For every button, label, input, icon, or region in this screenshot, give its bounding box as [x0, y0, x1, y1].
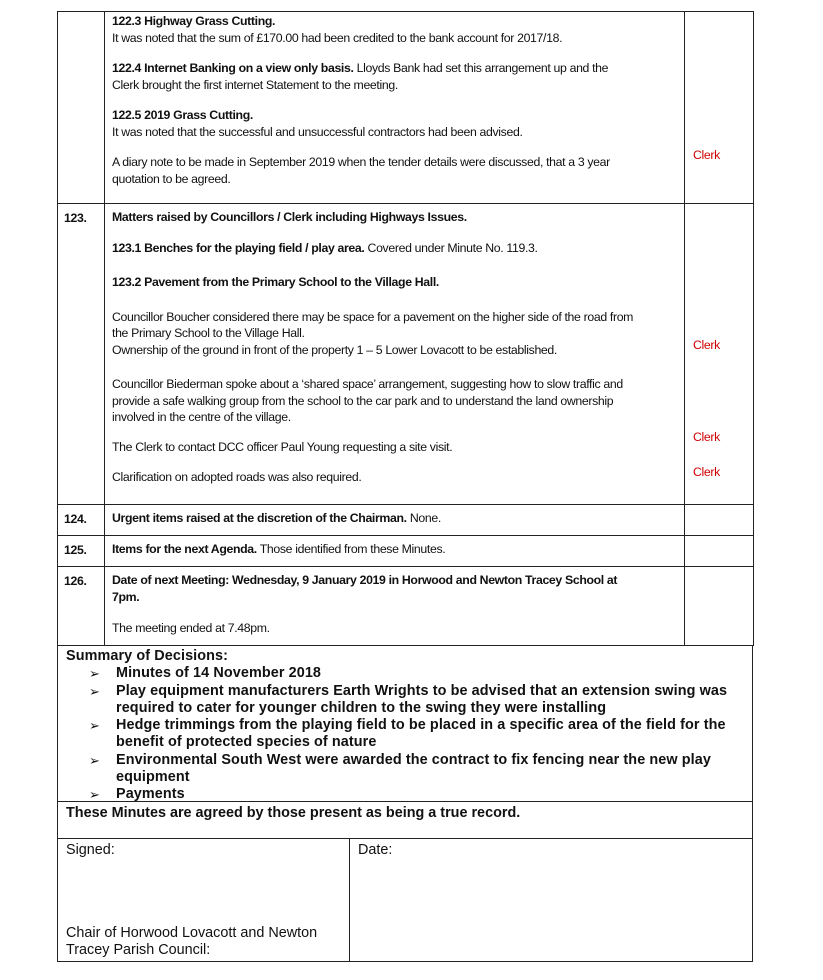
decision-text: Play equipment manufacturers Earth Wrights to be advised that an extension swing was required to cater for younger children to the swing they were installing [116, 682, 728, 716]
summary-of-decisions [57, 645, 753, 803]
minute-number-cell: 123. [58, 204, 105, 505]
item-heading: Items for the next Agenda. [112, 542, 257, 556]
item-heading: Matters raised by Councillors / Clerk including Highways Issues. [112, 210, 467, 224]
item-heading: 7pm. [112, 589, 140, 604]
item-text: quotation to be agreed. [112, 171, 231, 186]
action-owner-label: Clerk [693, 338, 720, 352]
minute-row-124 [58, 505, 754, 536]
decision-text: Minutes of 14 November 2018 [116, 665, 322, 682]
item-text: Clarification on adopted roads was also required. [112, 470, 362, 484]
minute-row-122 [58, 12, 754, 204]
bullet-arrow-icon: ➢ [89, 683, 100, 699]
item-heading: 123.2 Pavement from the Primary School to the Village Hall. [112, 275, 439, 289]
chair-title-line: Chair of Horwood Lovacott and Newton [66, 925, 318, 941]
date-label: Date: [358, 842, 393, 858]
item-text: involved in the centre of the village. [112, 410, 291, 424]
action-owner-label: Clerk [693, 465, 720, 479]
item-heading: 123.1 Benches for the playing field / play area. [112, 240, 365, 255]
bullet-arrow-icon: ➢ [89, 718, 100, 734]
action-cell [685, 567, 754, 646]
item-heading: 122.3 Highway Grass Cutting. [112, 14, 276, 28]
item-text: Councillor Biederman spoke about a ‘shared space’ arrangement, suggesting how to slow traffic and [112, 377, 623, 391]
bullet-arrow-icon: ➢ [89, 787, 100, 803]
minute-row-123 [58, 204, 754, 505]
item-text: The Clerk to contact DCC officer Paul Young requesting a site visit. [112, 439, 453, 454]
item-heading: Date of next Meeting: Wednesday, 9 January 2019 in Horwood and Newton Tracey School at [112, 573, 618, 587]
item-paragraph [112, 240, 678, 257]
bullet-arrow-icon: ➢ [89, 666, 100, 682]
minute-body-cell [105, 536, 685, 567]
minute-body-cell [105, 204, 685, 505]
chair-title [66, 925, 317, 959]
minute-row-126 [58, 567, 754, 646]
decision-item [66, 752, 744, 787]
item-heading: 122.5 2019 Grass Cutting. [112, 108, 253, 122]
item-heading: 122.4 Internet Banking on a view only basis. [112, 61, 354, 75]
item-text: It was noted that the successful and unsuccessful contractors had been advised. [112, 124, 523, 139]
bullet-arrow-icon: ➢ [89, 752, 100, 768]
action-cell [685, 12, 754, 204]
item-text: Ownership of the ground in front of the property 1 – 5 Lower Lovacott to be established. [112, 342, 557, 357]
item-paragraph [112, 60, 678, 77]
action-cell [685, 536, 754, 567]
item-text: A diary note to be made in September 2019 when the tender details were discussed, that a 3 year [112, 155, 610, 169]
minute-body-cell [105, 567, 685, 646]
minute-number-cell: 124. [58, 505, 105, 536]
minute-body-cell [105, 505, 685, 536]
date-cell[interactable] [350, 839, 752, 961]
chair-title-line: Tracey Parish Council: [66, 942, 211, 958]
decision-text: Environmental South West were awarded the contract to fix fencing near the new play equipment [116, 751, 711, 786]
minute-number-cell [58, 12, 105, 204]
item-text: Councillor Boucher considered there may be space for a pavement on the higher side of the road from [112, 309, 634, 324]
decision-text: Payments [116, 786, 185, 803]
decision-item [66, 717, 744, 752]
signature-block [57, 838, 753, 962]
item-text: Covered under Minute No. 119.3. [364, 240, 538, 255]
signed-label: Signed: [66, 842, 115, 858]
item-heading: Urgent items raised at the discretion of the Chairman. [112, 511, 407, 525]
item-text: Lloyds Bank had set this arrangement up and the [353, 61, 609, 75]
minutes-table [57, 11, 754, 646]
minute-number-cell: 125. [58, 536, 105, 567]
item-text: It was noted that the sum of £170.00 had been credited to the bank account for 2017/18. [112, 30, 563, 45]
item-text: Clerk brought the first internet Statement to the meeting. [112, 77, 398, 92]
item-text: the Primary School to the Village Hall. [112, 326, 305, 340]
decision-item [66, 665, 744, 682]
item-text: None. [406, 511, 441, 525]
decision-text: Hedge trimmings from the playing field to be placed in a specific area of the field for the benefit of protected species of nature [116, 717, 726, 751]
minute-body-cell [105, 12, 685, 204]
summary-title: Summary of Decisions: [66, 648, 229, 664]
action-cell [685, 505, 754, 536]
agreement-statement: These Minutes are agreed by those present as being a true record. [57, 801, 753, 839]
item-text: The meeting ended at 7.48pm. [112, 621, 270, 635]
signature-cell[interactable] [58, 839, 350, 961]
action-owner-label: Clerk [693, 430, 720, 444]
item-text: provide a safe walking group from the school to the car park and to understand the land ownership [112, 393, 614, 408]
decision-item [66, 683, 744, 718]
decision-list [66, 665, 744, 803]
item-text: Those identified from these Minutes. [256, 542, 446, 556]
minute-row-125 [58, 536, 754, 567]
action-cell [685, 204, 754, 505]
minute-number-cell: 126. [58, 567, 105, 646]
action-owner-label: Clerk [693, 148, 720, 162]
